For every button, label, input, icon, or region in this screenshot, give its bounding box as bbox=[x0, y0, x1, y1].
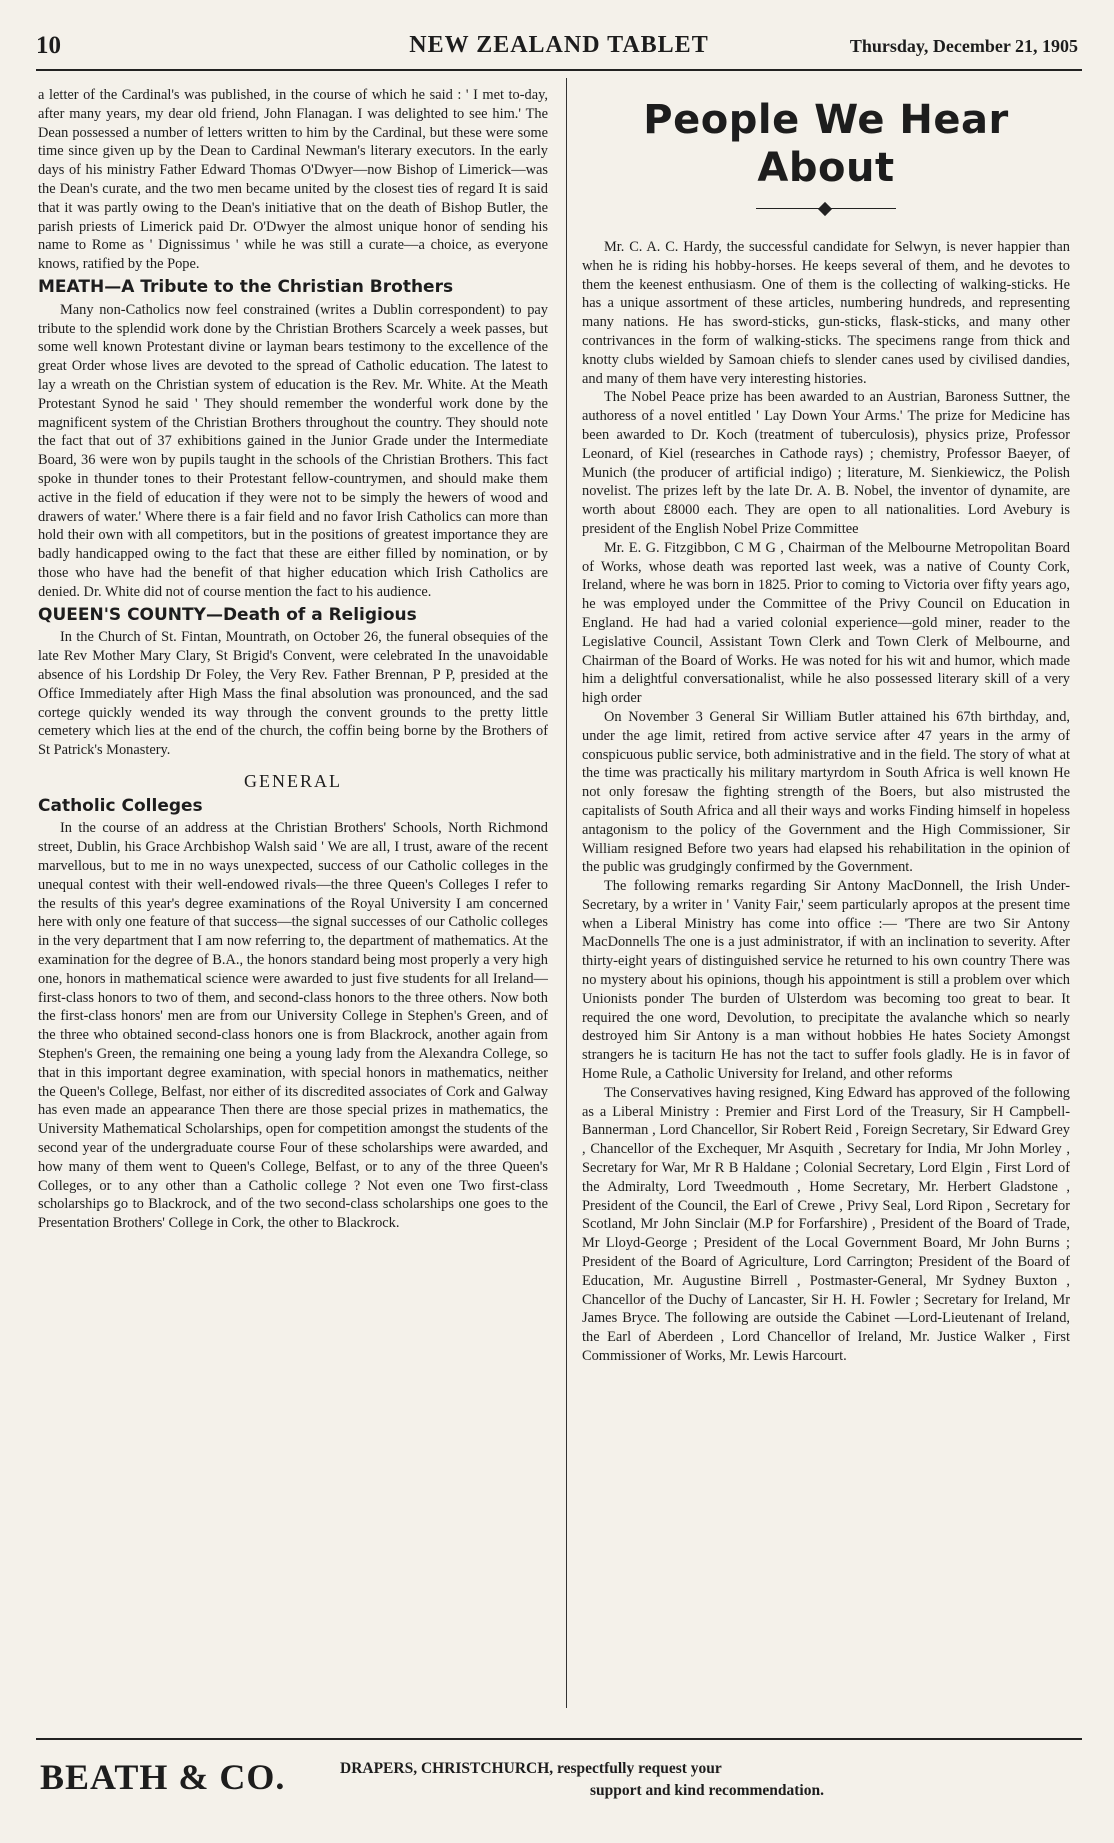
meath-heading: MEATH—A Tribute to the Christian Brothers bbox=[38, 276, 454, 297]
footer-rule bbox=[36, 1738, 1082, 1740]
queens-county-paragraph: In the Church of St. Fintan, Mountrath, on October 26, the funeral obsequies of the late Rev Mother Mary Clary, St Brigid's Convent, were celebrated In the unavoidable absence of his Lordship Dr Foley, the Very Rev. Father Brennan, P P, presided at the Office Immediately after High Mass the final absolution was pronounced, and the sad cortege quickly wended its way through the convent grounds to the pretty little cemetery which lies at the end of the church, the coffin being borne by the Brothers of St Patrick's Monastery. bbox=[38, 629, 548, 759]
meath-paragraph: Many non-Catholics now feel constrained (writes a Dublin correspondent) to pay tribute to the splendid work done by the Christian Brothers Scarcely a week passes, but some well known Protestant divine or layman bears testimony to the excellence of the great Order whose lives are devoted to the spread of Catholic education. The latest to lay a wreath on the Christian system of education is the Rev. Mr. White. At the Meath Protestant Synod he said ' They should remember the wonderful work done by the magnificent system of the Christian Brothers throughout the country. They should note the fact that out of 37 exhibitions gained in the Junior Grade under the Intermediate Board, 36 were won by pupils taught in the schools of the Christian Brothers. This fact spoke in thunder tones to their Protestant fellow-countrymen, and should make them active in the field of education if they were not to be simply the hewers of wood and drawers of water.' Where there is a fair field and no favor Irish Catholics can more than hold their own with all competitors, but in the positions of greatest importance they are badly handicapped owing to the fact that these are either filled by nomination, or by those who have had the benefit of that higher education which Irish Catholics are denied. Dr. White did not of course mention the fact to his audience. bbox=[38, 301, 548, 600]
advertisement-line-1: DRAPERS, CHRISTCHURCH, respectfully request your bbox=[340, 1760, 722, 1777]
page-number: 10 bbox=[36, 32, 61, 59]
catholic-colleges-paragraph: In the course of an address at the Christian Brothers' Schools, North Richmond street, Dublin, his Grace Archbishop Walsh said ' We are all, I trust, aware of the recent marvellous, but to me in no ways unexpected, success of our Catholic colleges in the unequal contest with their well-endowed rivals—the three Queen's Colleges I refer to the results of this year's degree examinations of the Royal University I am concerned here with only one feature of that success—the signal successes of our Catholic colleges in the very department that I am now referring to, the department of mathematics. At the examination for the degree of B.A., the honors standard being most properly a very high one, honors in mathematical science were awarded to just five students for all Ireland—first-class honors to two of them, and second-class honors to the three others. Now both the first-class honors' men are from our University College in Stephen's Green, and of the three who obtained second-class honors one is from Blackrock, another again from Stephen's Green, the remaining one being a young lady from the Alexandra College, so that in this important degree examination, with special honors in mathematics, neither the Queen's College, Belfast, nor either of its discredited associates of Cork and Galway has even made an appearance Then there are those special prizes in mathematics, the University Mathematical Scholarships, open for competition amongst the students of the second year of the undergraduate course Four of these scholarships were awarded, and how many of them went to Queen's College, Belfast, or to any of the three Queen's Colleges, or to any other than a Catholic college ? Not even one Two first-class scholarships go to Blackrock, and of the two second-class scholarships one goes to the Presentation Brothers' College in Cork, the other to Blackrock. bbox=[38, 820, 548, 1232]
intro-paragraph: a letter of the Cardinal's was published, in the course of which he said : ' I met to-day, after many years, my dear old friend, John Flanagan. I was delighted to see him.' The Dean possessed a number of letters written to him by the Cardinal, but these were some time since given up by the Dean to Cardinal Newman's literary executors. In the early days of his ministry Father Edward Thomas O'Dwyer—now Bishop of Limerick—was the Dean's curate, and the two men became united by the closest ties of regard It is said that it was partly owing to the Dean's initiative that on the death of Bishop Butler, the parish priests of Limerick paid Dr. O'Dwyer the almost unique honor of sending his name to Rome as ' Dignissimus ' while he was still a curate—a choice, as everyone knows, ratified by the Pope. bbox=[38, 87, 548, 273]
page-header bbox=[36, 28, 1082, 68]
advertiser-brand: BEATH & CO. bbox=[40, 1757, 286, 1797]
masthead: NEW ZEALAND TABLET bbox=[409, 32, 709, 58]
macdonnell-paragraph: The following remarks regarding Sir Antony MacDonnell, the Irish Under-Secretary, by a writer in ' Vanity Fair,' seem particularly apropos at the present time when a Liberal Ministry has come into office :— 'There are two Sir Antony MacDonnells The one is a just administrator, if with an inclination to severity. After thirty-eight years of distinguished service he returned to his own country There was no mystery about his opinions, though his appointment is still a problem over which Unionists ponder The burden of Ulsterdom was becoming too great to bear. It required the one word, Devolution, to precipitate the avalanche which so nearly destroyed him Sir Antony is a man without hobbies He hates Society Amongst strangers he is taciturn He has not the tact to suffer fools gladly. He is in favor of Home Rule, a Catholic University for Ireland, and other reforms bbox=[582, 878, 1070, 1083]
ornament-divider bbox=[756, 202, 896, 216]
advertisement-footer bbox=[40, 1752, 1080, 1816]
butler-paragraph: On November 3 General Sir William Butler attained his 67th birthday, and, under the age limit, retired from active service after 47 years in the army of conspicuous public service, both administrative and in the field. The story of what at the time was practically his military martyrdom in South Africa is well known He not only foresaw the fighting strength of the Boers, but also mistrusted the capitalists of South Africa and all their ways and works Finding himself in hopeless antagonism to the policy of the Government and the High Commissioner, Sir William resigned Before two years had elapsed his rehabilitation in the opinion of the public was grudgingly confirmed by the Government. bbox=[582, 708, 1070, 876]
nobel-paragraph: The Nobel Peace prize has been awarded to an Austrian, Baroness Suttner, the authoress of a novel entitled ' Lay Down Your Arms.' The prize for Medicine has been awarded to Dr. Koch (treatment of tuberculosis), physics prize, Professor Leonard, of Kiel (researches in Cathode rays) ; chemistry, Professor Baeyer, of Munich (the producer of artificial indigo) ; literature, M. Sienkiewicz, the Polish novelist. The prizes left by the late Dr. A. B. Nobel, the inventor of dynamite, are worth about £8000 each. They are open to all nationalities. Lord Avebury is president of the English Nobel Prize Committee bbox=[582, 389, 1070, 537]
column-divider bbox=[566, 78, 567, 1708]
left-column bbox=[38, 86, 548, 1711]
catholic-colleges-heading: Catholic Colleges bbox=[38, 795, 203, 816]
general-heading: GENERAL bbox=[244, 770, 342, 791]
issue-date: Thursday, December 21, 1905 bbox=[849, 36, 1078, 56]
header-rule bbox=[36, 69, 1082, 71]
liberal-ministry-paragraph: The Conservatives having resigned, King Edward has approved of the following as a Liberal Ministry : Premier and First Lord of the Treasury, Sir H Campbell-Bannerman , Lord Chancellor, Sir Robert Reid , Foreign Secretary, Sir Edward Grey , Chancellor of the Exchequer, Mr Asquith , Secretary for India, Mr John Morley , Secretary for War, Mr R B Haldane ; Colonial Secretary, Lord Elgin , First Lord of the Admiralty, Lord Tweedmouth , Home Secretary, Mr. Herbert Gladstone , President of the Council, the Earl of Crewe , Privy Seal, Lord Ripon , Secretary for Scotland, Mr John Sinclair (M.P for Forfarshire) , President of the Board of Trade, Mr Lloyd-George ; President of the Local Government Board, Mr John Burns ; President of the Board of Agriculture, Lord Carrington; President of the Board of Education, Mr. Augustine Birrell , Postmaster-General, Mr Sydney Buxton , Chancellor of the Duchy of Lancaster, Sir H. H. Fowler ; Secretary for Ireland, Mr James Bryce. The following are outside the Cabinet —Lord-Lieutenant of Ireland, the Earl of Aberdeen , Lord Chancellor of Ireland, Mr. Justice Walker , First Commissioner of Works, Mr. Lewis Harcourt. bbox=[582, 1084, 1070, 1365]
queens-county-heading: QUEEN'S COUNTY—Death of a Religious bbox=[38, 604, 417, 625]
diamond-icon bbox=[818, 202, 832, 216]
hardy-paragraph: Mr. C. A. C. Hardy, the successful candidate for Selwyn, is never happier than when he is riding his hobby-horses. He keeps several of them, and he devotes to them the keenest enthusiasm. One of them is the collecting of walking-sticks. He has a unique assortment of these articles, numbering hundreds, and representing many nations. He has sword-sticks, gun-sticks, flask-sticks, and many other contrivances in the form of walking-sticks. The specimens range from thick and knotty clubs wielded by Samoan chiefs to slender canes used by civilised dandies, and many of them have very interesting histories. bbox=[582, 239, 1070, 387]
people-we-hear-about-title: People We Hear About bbox=[643, 97, 1009, 191]
advertisement-line-2: support and kind recommendation. bbox=[590, 1782, 824, 1799]
right-column bbox=[582, 86, 1070, 1711]
fitzgibbon-paragraph: Mr. E. G. Fitzgibbon, C M G , Chairman of the Melbourne Metropolitan Board of Works, whose death was reported last week, was a native of County Cork, Ireland, where he was born in 1825. Prior to coming to Victoria over fifty years ago, he was employed under the Committee of the Privy Council on Education in England. He had had a varied colonial experience—gold miner, reader to the Legislative Council, Assistant Town Clerk and Town Clerk of Melbourne, and Chairman of the Board of Works. He was noted for his wit and humor, which made him a delightful conversationalist, while he also possessed literary skill of a very high order bbox=[582, 539, 1070, 707]
